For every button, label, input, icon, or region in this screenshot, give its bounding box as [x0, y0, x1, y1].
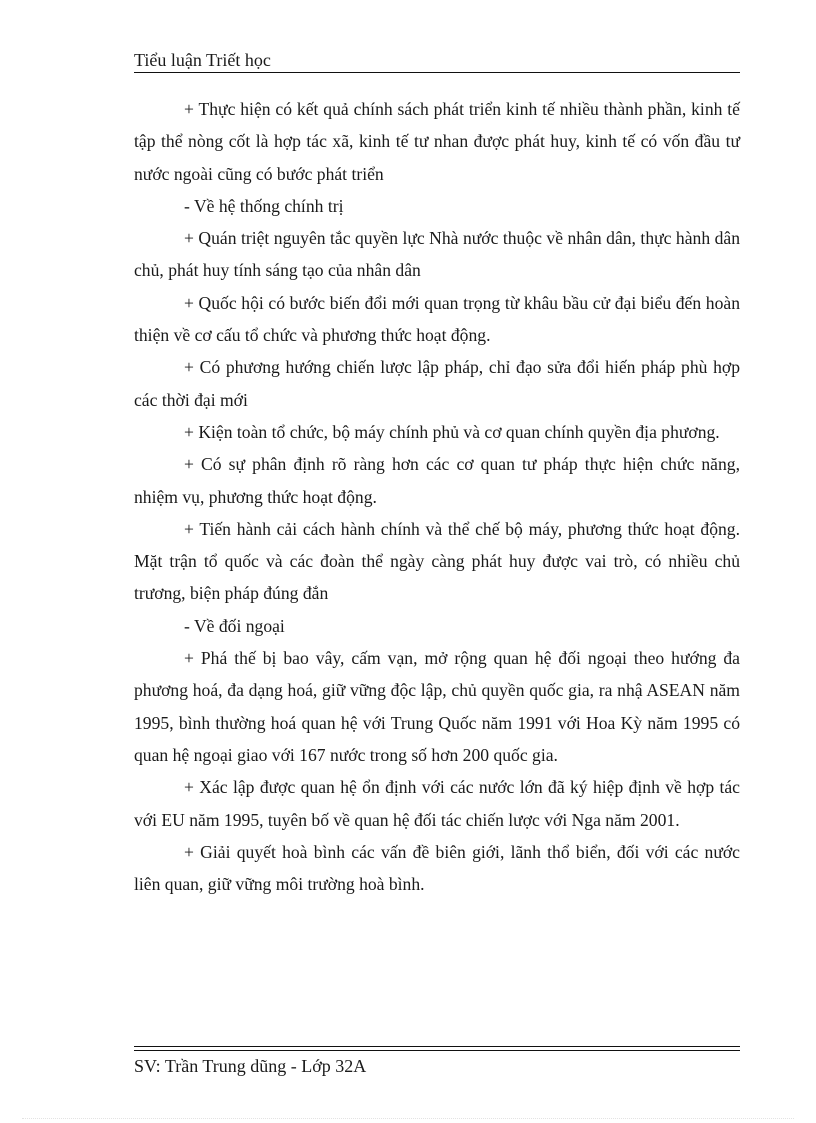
- header-title: Tiểu luận Triết học: [134, 50, 271, 70]
- section-heading: - Về đối ngoại: [184, 615, 285, 636]
- paragraph: + Phá thế bị bao vây, cấm vạn, mở rộng quan hệ đối ngoại theo hướng đa phương hoá, đa dạng hoá, giữ vững độc lập, chủ quyền quốc gia, ra nhậ ASEAN năm 1995, bình thường hoá quan hệ với Trung Quốc năm 1991 với Hoa Kỳ năm 1995 có quan hệ ngoại giao với 167 nước trong số hơn 200 quốc gia.: [134, 648, 740, 765]
- footer-rule: [134, 1050, 740, 1051]
- header-rule: [134, 72, 740, 73]
- page-header: [134, 46, 740, 74]
- page-edge-divider: [22, 1118, 794, 1119]
- paragraph: + Quán triệt nguyên tắc quyền lực Nhà nước thuộc về nhân dân, thực hành dân chủ, phát huy tính sáng tạo của nhân dân: [134, 228, 740, 281]
- page-footer: [134, 1044, 740, 1084]
- paragraph: + Thực hiện có kết quả chính sách phát triển kinh tế nhiều thành phần, kinh tế tập thể nòng cốt là hợp tác xã, kinh tế tư nhan được phát huy, kinh tế có vốn đầu tư nước ngoài cũng có bước phát triển: [134, 99, 740, 184]
- paragraph: + Tiến hành cải cách hành chính và thể chế bộ máy, phương thức hoạt động. Mặt trận tổ quốc và các đoàn thể ngày càng phát huy được vai trò, có nhiều chủ trương, biện pháp đúng đắn: [134, 518, 740, 604]
- paragraph: + Kiện toàn tổ chức, bộ máy chính phủ và cơ quan chính quyền địa phương.: [184, 421, 720, 442]
- section-heading: - Về hệ thống chính trị: [184, 195, 344, 216]
- document-body: [134, 93, 740, 900]
- footer-author: SV: Trần Trung dũng - Lớp 32A: [134, 1056, 367, 1076]
- paragraph: + Quốc hội có bước biến đổi mới quan trọng từ khâu bầu cử đại biểu đến hoàn thiện về cơ cấu tổ chức và phương thức hoạt động.: [134, 292, 740, 346]
- paragraph: + Xác lập được quan hệ ổn định với các nước lớn đã ký hiệp định về hợp tác với EU năm 1995, tuyên bố về quan hệ đối tác chiến lược với Nga năm 2001.: [134, 777, 740, 830]
- paragraph: + Có sự phân định rõ ràng hơn các cơ quan tư pháp thực hiện chức năng, nhiệm vụ, phương thức hoạt động.: [134, 454, 740, 507]
- footer-rule: [134, 1046, 740, 1047]
- paragraph: + Giải quyết hoà bình các vấn đề biên giới, lãnh thổ biển, đối với các nước liên quan, giữ vững môi trường hoà bình.: [134, 841, 740, 895]
- paragraph: + Có phương hướng chiến lược lập pháp, chỉ đạo sửa đổi hiến pháp phù hợp các thời đại mới: [134, 357, 740, 410]
